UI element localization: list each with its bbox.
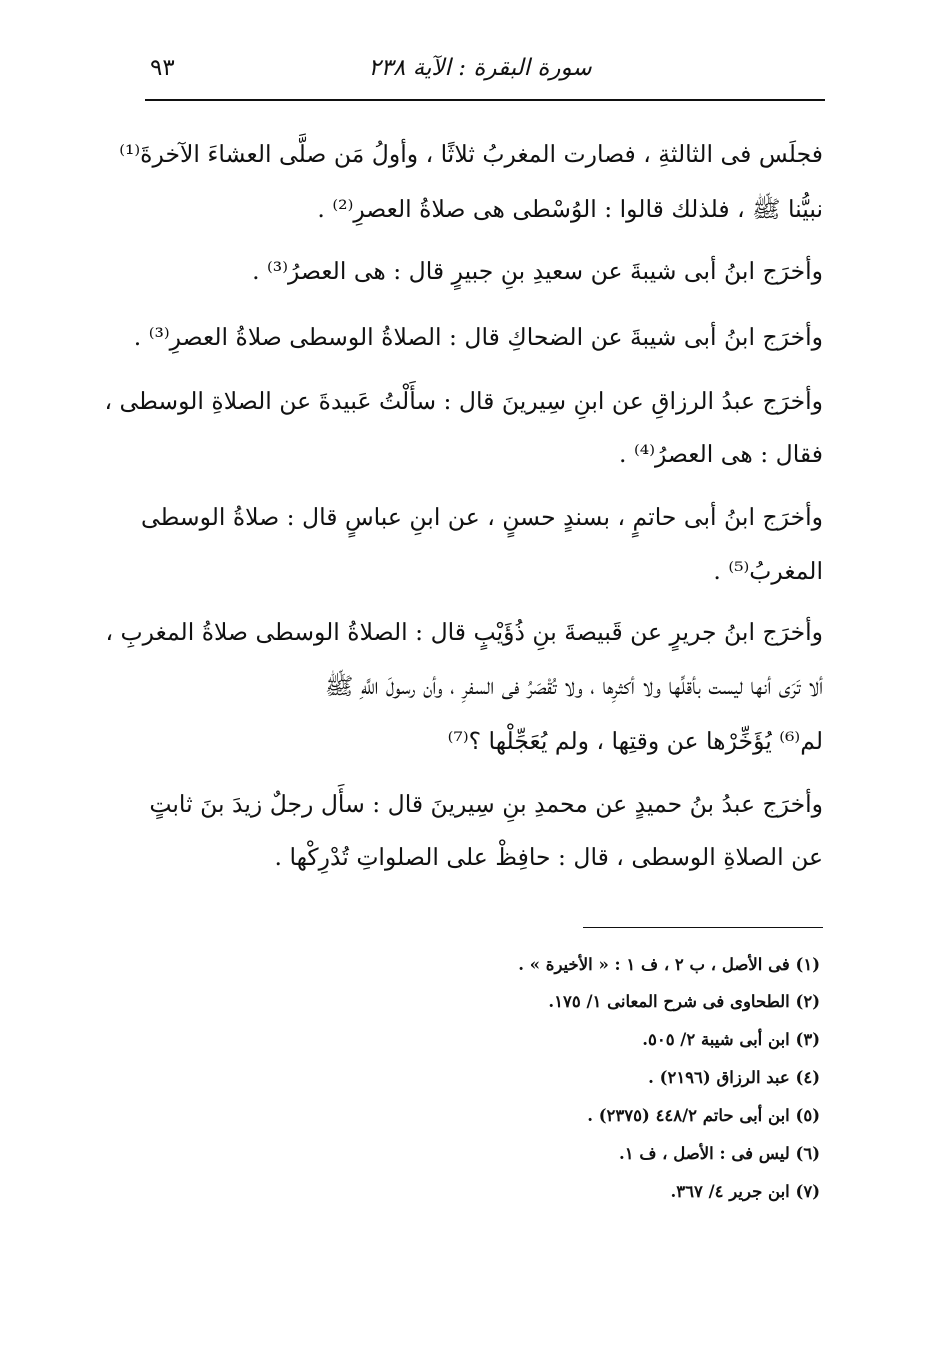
body-line: وأخرَج ابنُ أبى شيبةَ عن سعيدِ بنِ جبيرٍ قال : هى العصرُ⁽³⁾ . bbox=[252, 257, 823, 285]
footnote: (٥) ابن أبى حاتم ٤٤٨/٢ (٢٣٧٥) . bbox=[587, 1106, 820, 1125]
body-line: المغربُ⁽⁵⁾ . bbox=[713, 557, 823, 585]
header-rule bbox=[145, 99, 825, 101]
body-line: وأخرَج عبدُ الرزاقِ عن ابنِ سِيرينَ قال : سأَلْتُ عَبيدةَ عن الصلاةِ الوسطى ، bbox=[104, 387, 823, 415]
body-line: فجلَس فى الثالثةِ ، فصارت المغربُ ثلاثًا ، وأولُ مَن صلَّى العشاءَ الآخرةَ⁽¹⁾ bbox=[119, 140, 823, 168]
running-title: سورة البقرة : الآية ٢٣٨ bbox=[368, 55, 592, 81]
body-line: وأخرَج عبدُ بنُ حميدٍ عن محمدِ بنِ سِيرينَ قال : سأَل رجلٌ زيدَ بنَ ثابتٍ bbox=[149, 790, 823, 818]
footnote: (٤) عبد الرزاق (٢١٩٦) . bbox=[648, 1068, 820, 1087]
footnote: (٢) الطحاوى فى شرح المعانى ١/ ١٧٥. bbox=[548, 992, 820, 1011]
footnote: (٧) ابن جرير ٤/ ٣٦٧. bbox=[670, 1182, 820, 1201]
body-line: وأخرَج ابنُ أبى شيبةَ عن الضحاكِ قال : الصلاةُ الوسطى صلاةُ العصرِ⁽³⁾ . bbox=[133, 323, 823, 351]
body-line: عن الصلاةِ الوسطى ، قال : حافِظْ على الصلواتِ تُدْرِكْها . bbox=[274, 843, 823, 871]
body-line: وأخرَج ابنُ أبى حاتمٍ ، بسندٍ حسنٍ ، عن ابنِ عباسٍ قال : صلاةُ الوسطى bbox=[141, 503, 823, 531]
body-line: لم⁽⁶⁾ يُؤَخِّرْها عن وقتِها ، ولم يُعَجِّلْها ؟⁽⁷⁾ bbox=[447, 727, 823, 755]
page-number: ٩٣ bbox=[150, 55, 175, 81]
footnote: (٣) ابن أبى شيبة ٢/ ٥٠٥. bbox=[642, 1030, 820, 1049]
body-line: فقال : هى العصرُ⁽⁴⁾ . bbox=[619, 440, 823, 468]
body-line: نبيُّنا ﷺ ، فلذلك قالوا : الوُسْطى هى صلاةُ العصرِ⁽²⁾ . bbox=[317, 195, 823, 223]
footnote: (١) فى الأصل ، ب ٢ ، ف ١ : « الأخيرة » . bbox=[518, 955, 820, 974]
body-line: ألا تَرَى أنها ليست بأقلِّها ولا أكثرِها ، ولا تُقْصَرُ فى السفرِ ، وأن رسولَ اللَّهِ ﷺ bbox=[325, 672, 823, 700]
footnote: (٦) ليس فى : الأصل ، ف ١. bbox=[618, 1144, 820, 1163]
body-line: وأخرَج ابنُ جريرٍ عن قَبيصةَ بنِ ذُؤَيْبٍ قال : الصلاةُ الوسطى صلاةُ المغربِ ، bbox=[105, 618, 823, 646]
footnote-rule bbox=[583, 927, 823, 928]
